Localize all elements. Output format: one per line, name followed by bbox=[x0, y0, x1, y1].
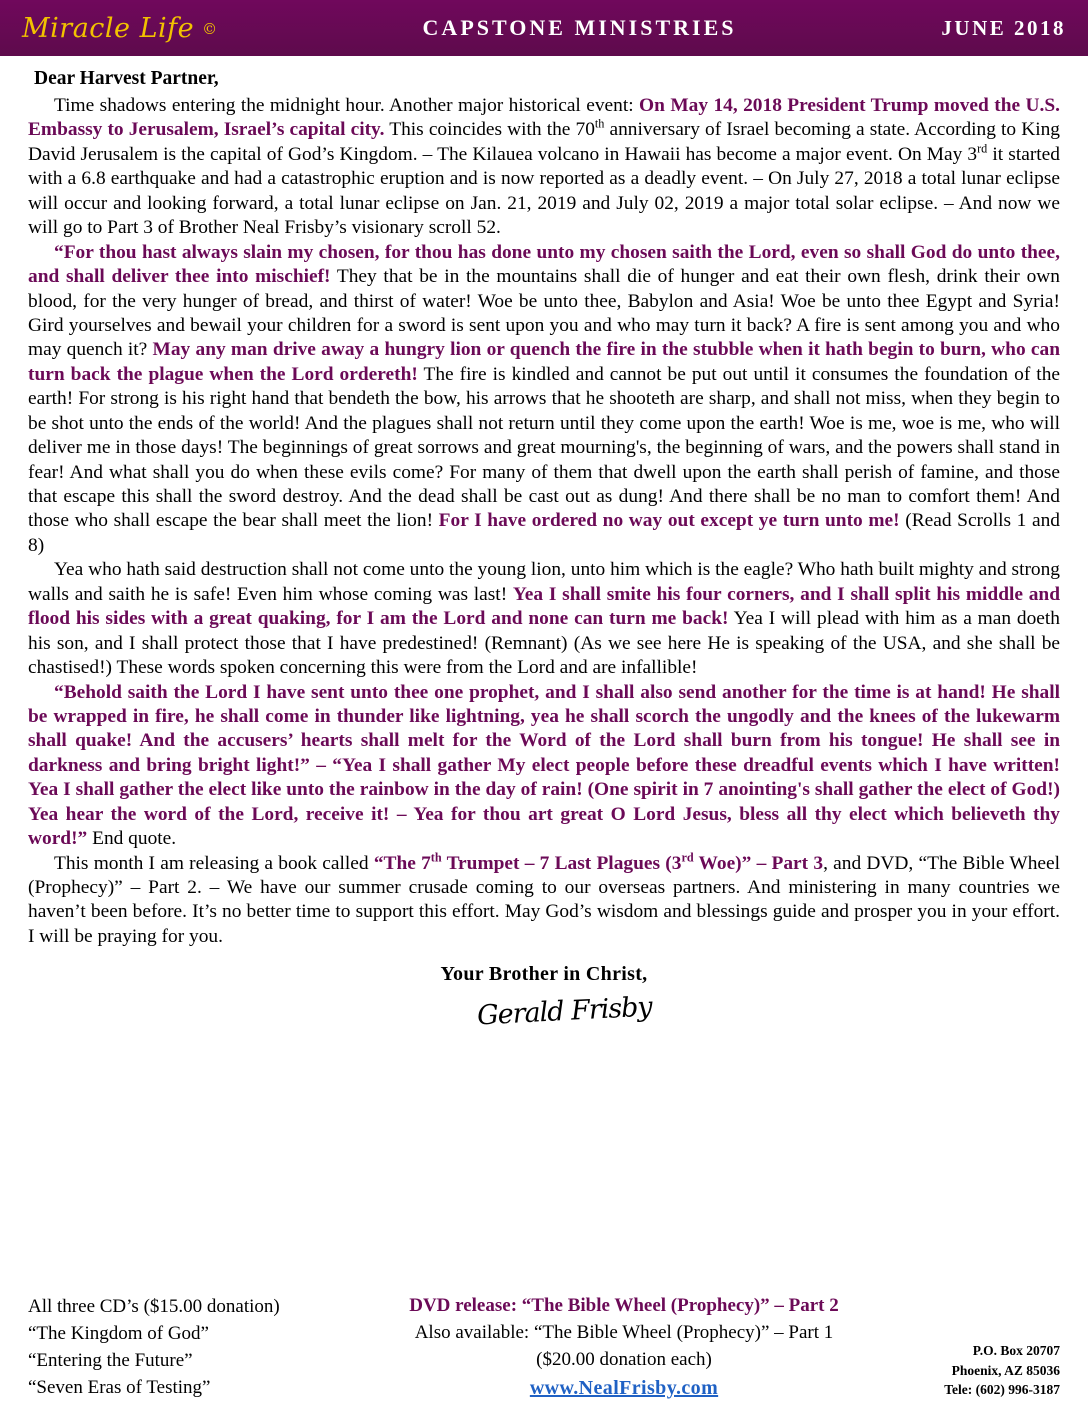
p5-text-a: This month I am releasing a book called bbox=[54, 852, 374, 874]
p3-highlight-1: Yea I shall smite his four corners, and I shall split his middle and flood his sides with a great quaking, for I am the Lord and none can turn me back! bbox=[28, 583, 1061, 630]
dvd-donation-line: ($20.00 donation each) bbox=[536, 1348, 712, 1370]
p5-title-b: Trumpet – 7 Last Plagues (3 bbox=[441, 852, 682, 874]
issue-date: JUNE 2018 bbox=[941, 15, 1066, 40]
closing-line: Your Brother in Christ, bbox=[440, 963, 648, 986]
paragraph-3 bbox=[28, 558, 1060, 680]
p2-text-3: (Read Scrolls 1 and 8) bbox=[28, 510, 1060, 556]
signature-block bbox=[28, 963, 1060, 1032]
p2-highlight-2: May any man drive away a hungry lion or quench the fire in the stubble when it hath begin to burn, who can turn back the plague when the Lord ordereth! bbox=[28, 339, 1060, 385]
p1-text-a: Time shadows entering the midnight hour. Another major historical event: bbox=[54, 95, 640, 116]
p5-title-a: “The 7 bbox=[373, 852, 431, 874]
p4-highlight: “Behold saith the Lord I have sent unto thee one prophet, and I shall also send another for the time is at hand! He shall be wrapped in fire, he shall come in thunder like lightning, yea he shall scorch the ungodly and the knees of the lukewarm shall quake! And the accusers’ hearts shall melt for the Word of the Lord shall burn from his tongue! He shall see in darkness and bring bright light!” – “Yea I shall gather My elect people before these dreadful events which I have written! Yea I shall gather the elect like unto the rainbow in the day of rain! (One spirit in 7 anointing's shall gather the elect of God!) Yea hear the word of the Lord, receive it! – Yea for thou art great O Lord Jesus, bless all thy elect which believeth thy word!” bbox=[28, 681, 1060, 850]
dvd-also-available-line: Also available: “The Bible Wheel (Prophecy)” – Part 1 bbox=[414, 1321, 834, 1343]
address-line: P.O. Box 20707 bbox=[972, 1343, 1060, 1359]
signature-image: Gerald Frisby bbox=[475, 991, 653, 1032]
page-footer bbox=[0, 1293, 1088, 1402]
p4-text: End quote. bbox=[87, 828, 177, 850]
p5-title-c: Woe)” – Part 3 bbox=[693, 852, 824, 874]
list-item: “Seven Eras of Testing” bbox=[28, 1377, 211, 1399]
paragraph-5 bbox=[28, 852, 1060, 950]
list-item: “Entering the Future” bbox=[28, 1350, 193, 1372]
list-item: “The Kingdom of God” bbox=[28, 1323, 209, 1345]
paragraph-4 bbox=[28, 681, 1060, 852]
p1-text-b3: it started with a 6.8 earthquake and had a catastrophic eruption and is now reported as a deadly event. – On July 27, 2018 a total lunar eclipse will occur and looking forward, a total lunar eclipse on Jan. 21, 2019 and July 02, 2019 a major total solar eclipse. – And now we will go to Part 3 of Brother Neal Frisby’s visionary scroll 52. bbox=[28, 143, 1060, 239]
paragraph-1 bbox=[28, 94, 1060, 241]
p5-sup-th: th bbox=[430, 850, 442, 865]
p5-book-title bbox=[373, 850, 824, 874]
p2-text-1: They that be in the mountains shall die of hunger and eat their own flesh, drink their own blood, for the very hunger of bread, and thirst of water! Woe be unto thee, Babylon and Asia! Woe be unto thee Egypt and Syria! Gird yourselves and bewail your children for a sword is sent upon you and who may turn it back? A fire is sent among you and who may quench it? bbox=[28, 266, 1060, 361]
brand-name: Miracle Life bbox=[22, 12, 195, 44]
p5-sup-rd: rd bbox=[681, 850, 694, 865]
brand-logo bbox=[22, 13, 218, 44]
p1-text-b2: anniversary of Israel becoming a state. According to King David Jerusalem is the capital of God’s Kingdom. – The Kilauea volcano in Hawaii has become a major event. On May 3 bbox=[28, 119, 1060, 165]
page-header bbox=[0, 0, 1088, 56]
p2-highlight-3: For I have ordered no way out except ye turn unto me! bbox=[438, 510, 900, 532]
cd-offer-list bbox=[28, 1294, 388, 1402]
p2-highlight-1: “For thou hast always slain my chosen, for thou has done unto my chosen saith the Lord, even so shall God do unto thee, and shall deliver thee into mischief! bbox=[28, 241, 1060, 288]
mailing-address bbox=[860, 1341, 1060, 1402]
website-link[interactable]: www.NealFrisby.com bbox=[529, 1376, 719, 1399]
letter-body bbox=[0, 56, 1088, 1032]
p1-highlight: On May 14, 2018 President Trump moved the U.S. Embassy to Jerusalem, Israel’s capital city. bbox=[28, 95, 1060, 141]
p5-text-b: , and DVD, “The Bible Wheel (Prophecy)” – Part 2. – We have our summer crusade coming to our overseas partners. And ministering in many countries we haven’t been before. It’s no better time to support this effort. May God’s wisdom and blessings guide and prosper you in your effort. I will be praying for you. bbox=[28, 852, 1061, 947]
list-item: All three CD’s ($15.00 donation) bbox=[28, 1296, 280, 1318]
p1-sup-rd: rd bbox=[977, 141, 988, 156]
dvd-offer-block bbox=[388, 1293, 860, 1402]
p1-sup-th: th bbox=[594, 116, 605, 131]
salutation: Dear Harvest Partner, bbox=[34, 68, 219, 89]
p3-text-1: Yea who hath said destruction shall not come unto the young lion, unto him which is the eagle? Who hath built mighty and strong walls and saith he is safe! Even him whose coming was last! bbox=[28, 559, 1060, 605]
p1-text-b1: This coincides with the 70 bbox=[384, 119, 595, 141]
address-line: Phoenix, AZ 85036 bbox=[951, 1362, 1060, 1378]
address-line: Tele: (602) 996-3187 bbox=[944, 1382, 1060, 1398]
dvd-release-line: DVD release: “The Bible Wheel (Prophecy)” – Part 2 bbox=[409, 1294, 839, 1316]
copyright-mark: © bbox=[202, 20, 218, 38]
p3-text-2: Yea I will plead with him as a man doeth his son, and I shall protect those that I have predestined! (Remnant) (As we see here He is speaking of the USA, and she shall be chastised!) These words spoken concerning this were from the Lord and are infallible! bbox=[28, 608, 1060, 679]
ministry-title: CAPSTONE MINISTRIES bbox=[422, 15, 737, 40]
p2-text-2: The fire is kindled and cannot be put out until it consumes the foundation of the earth! For strong is his right hand that bendeth the bow, his arrows that he shooteth are sharp, and shall not miss, when they begin to be shot unto the ends of the world! And the plagues shall not return until they come upon the earth! Woe is me, woe is me, who will deliver me in those days! The beginnings of great sorrows and great mourning's, the beginning of wars, and the powers shall stand in fear! And what shall you do when these evils come? For many of them that dwell upon the earth shall perish of famine, and those that escape this shall the sword destroy. And the dead shall be cast out as dung! And there shall be no man to comfort them! And those who shall escape the bear shall meet the lion! bbox=[28, 363, 1060, 532]
paragraph-2 bbox=[28, 241, 1060, 559]
